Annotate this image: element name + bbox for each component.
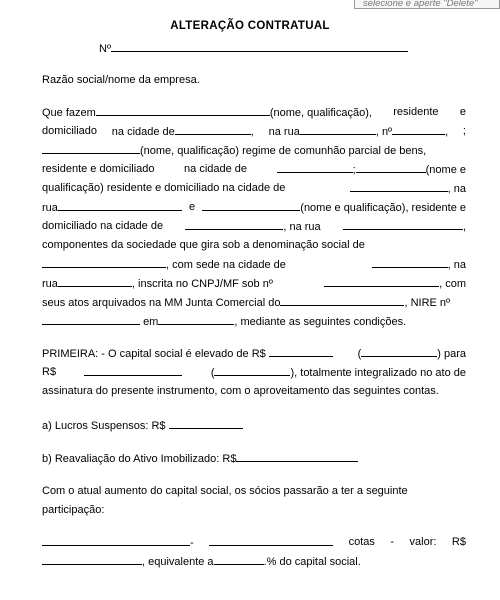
blank (42, 257, 166, 268)
participacao-line-3: - cotas - valor: R$ (42, 535, 466, 550)
blank (84, 365, 182, 376)
blank (269, 346, 333, 357)
document-title: ALTERAÇÃO CONTRATUAL (170, 20, 330, 32)
blank (356, 162, 426, 173)
primeira-line-3: assinatura do presente instrumento, com o aproveitamento das seguintes contas. (42, 385, 439, 397)
primeira-line-2: R$ ( ), totalmente integralizado no ato de (42, 366, 466, 379)
intro-line-11: seus atos arquivados na MM Junta Comercial do , NIRE nº (42, 297, 451, 309)
blank (169, 418, 243, 429)
blank (42, 314, 140, 325)
blank (209, 535, 333, 546)
item-reavaliacao-ativo: b) Reavaliação do Ativo Imobilizado: R$ (42, 451, 466, 466)
blank (185, 219, 283, 230)
intro-line-4: residente e domiciliado na cidade de ; (nome e (42, 163, 466, 176)
intro-line-10: rua , inscrita no CNPJ/MF sob nº , com (42, 278, 466, 290)
item-lucros-suspensos: a) Lucros Suspensos: R$ (42, 418, 466, 433)
blank (372, 257, 448, 268)
intro-line-3: (nome, qualificação) regime de comunhão parcial de bens, (42, 143, 466, 158)
blank (324, 276, 439, 287)
intro-line-5: qualificação) residente e domiciliado na cidade de , na (42, 182, 466, 195)
number-field (111, 41, 408, 52)
primeira-line-1: PRIMEIRA: - O capital social é elevado de R$ ( ) para (42, 348, 466, 360)
blank (175, 124, 251, 135)
number-line (99, 41, 419, 56)
intro-line-12: em , mediante as seguintes condições. (42, 314, 466, 329)
blank (42, 535, 190, 546)
blank (300, 124, 376, 135)
blank (214, 365, 290, 376)
blank (236, 451, 358, 462)
blank (96, 105, 270, 116)
blank (277, 162, 353, 173)
blank (42, 554, 142, 565)
blank (42, 143, 140, 154)
blank (58, 276, 132, 287)
intro-line-2: domiciliado na cidade de , na rua , nº , ; (42, 125, 466, 138)
participacao-line-2: participação: (42, 504, 105, 516)
intro-line-8: componentes da sociedade que gira sob a denominação social de (42, 239, 365, 251)
intro-line-7: domiciliado na cidade de , na rua , (42, 220, 466, 233)
blank (158, 314, 234, 325)
blank (58, 200, 182, 211)
company-name-line: Razão social/nome da empresa. (42, 74, 200, 86)
blank (361, 346, 437, 357)
delete-hint-box: selecione e aperte "Delete" (354, 0, 500, 9)
intro-line-9: , com sede na cidade de , na (42, 257, 466, 272)
participacao-line-4: , equivalente a .% do capital social. (42, 554, 466, 569)
number-label: Nº (99, 43, 111, 55)
intro-line-1: Que fazem (nome, qualificação), residente e (42, 106, 466, 119)
blank (392, 124, 445, 135)
participacao-line-1: Com o atual aumento do capital social, os sócios passarão a ter a seguinte (42, 485, 408, 497)
blank (343, 219, 463, 230)
blank (214, 554, 264, 565)
blank (202, 200, 300, 211)
blank (280, 295, 404, 306)
intro-line-6: rua e (nome e qualificação), residente e (42, 201, 466, 214)
blank (350, 181, 448, 192)
